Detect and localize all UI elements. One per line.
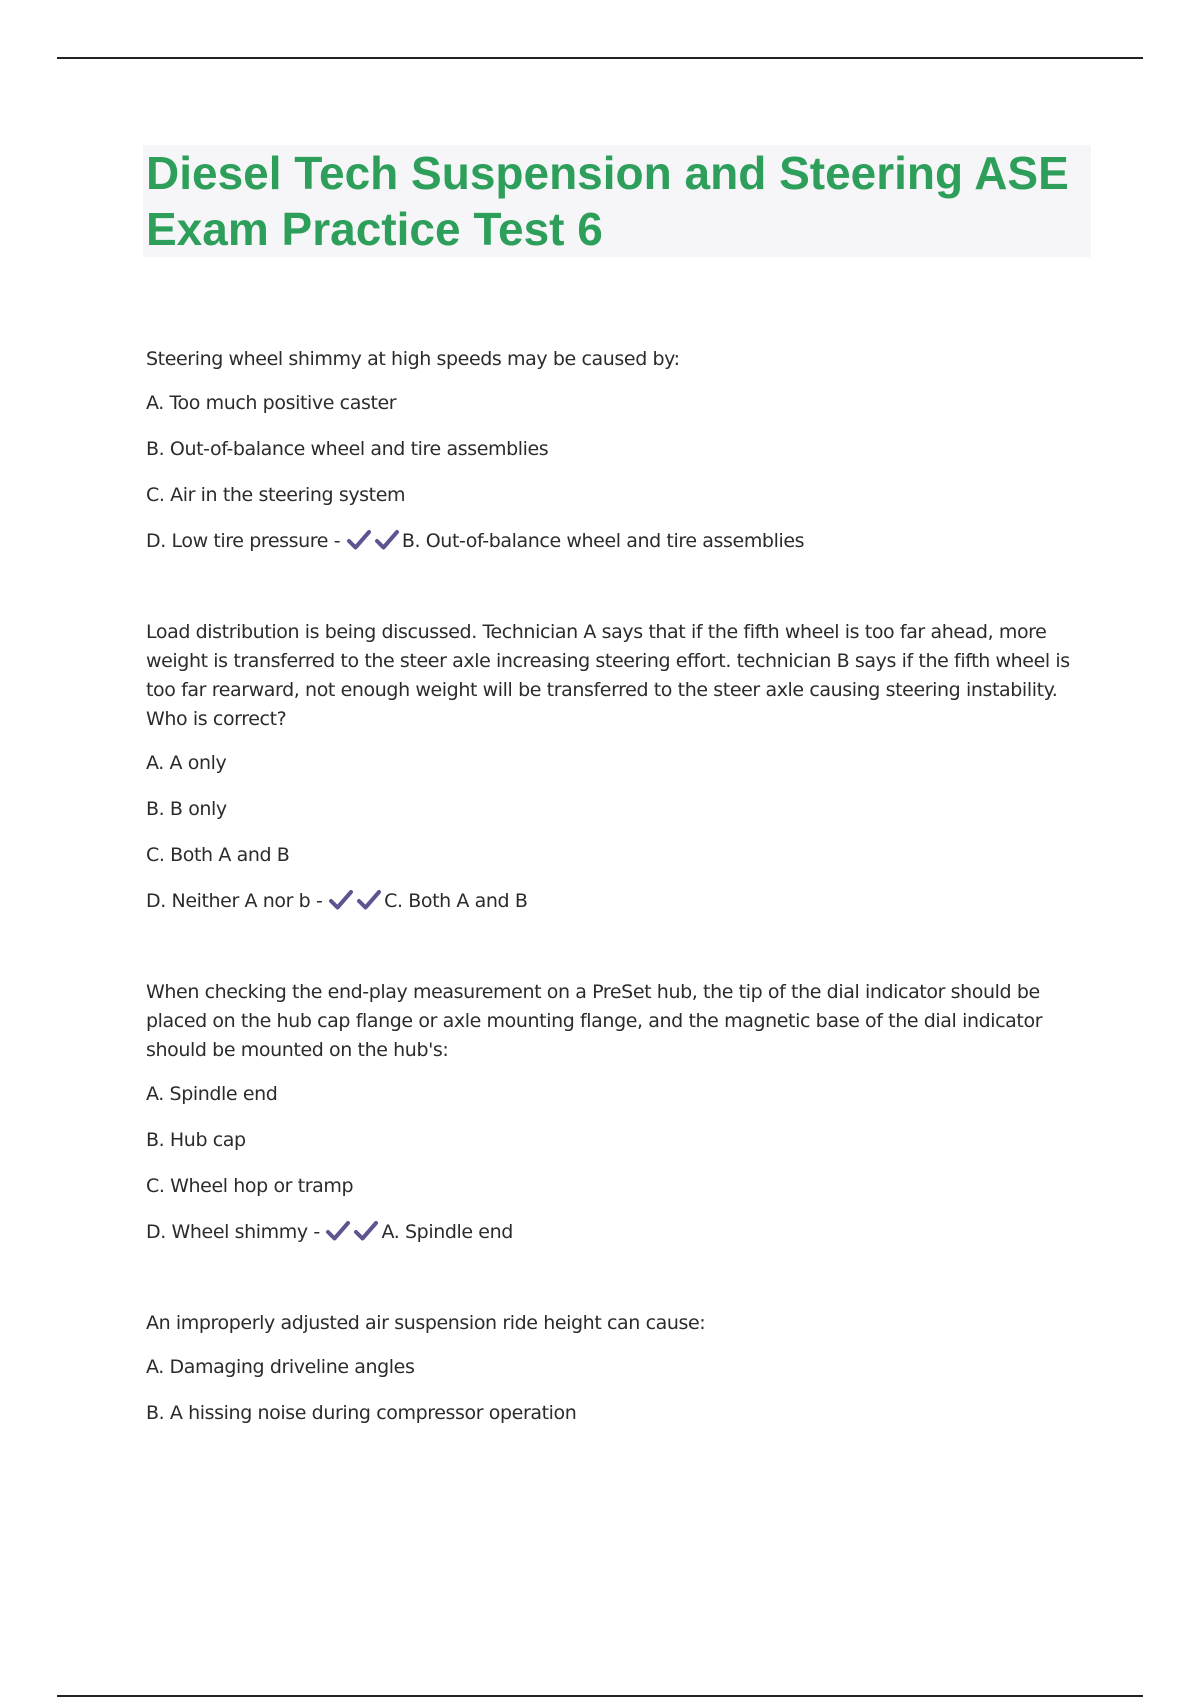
option-c: C. Air in the steering system <box>146 484 406 506</box>
option-a: A. Spindle end <box>146 1083 278 1105</box>
check-icon <box>346 529 372 551</box>
option-b: B. B only <box>146 798 227 820</box>
check-icon <box>353 1220 379 1242</box>
option-d: D. Neither A nor b - <box>146 890 323 912</box>
option-c: C. Wheel hop or tramp <box>146 1175 354 1197</box>
question-item <box>146 1309 1091 1428</box>
option-d-with-answer <box>146 1218 1091 1247</box>
correct-answer: C. Both A and B <box>384 890 528 912</box>
correct-answer: B. Out-of-balance wheel and tire assemblies <box>401 530 805 552</box>
option-b: B. Hub cap <box>146 1129 246 1151</box>
check-icon <box>356 889 382 911</box>
option-d: D. Wheel shimmy - <box>146 1221 320 1243</box>
bottom-rule <box>57 1695 1143 1697</box>
question-item <box>146 618 1091 916</box>
option-d-with-answer <box>146 887 1091 916</box>
option-a: A. Too much positive caster <box>146 392 397 414</box>
document-title: Diesel Tech Suspension and Steering ASE Exam Practice Test 6 <box>146 147 1069 255</box>
check-icon <box>325 1220 351 1242</box>
question-item <box>146 345 1091 556</box>
option-d-with-answer <box>146 527 1091 556</box>
question-text: Load distribution is being discussed. Technician A says that if the fifth wheel is too far ahead, more weight is transferred to the steer axle increasing steering effort. technician B says if the fifth wheel is too far rearward, not enough weight will be transferred to the steer axle causing steering instability. Who is correct? <box>146 621 1070 730</box>
top-rule <box>57 57 1143 59</box>
option-a: A. A only <box>146 752 227 774</box>
option-c: C. Both A and B <box>146 844 290 866</box>
option-b: B. Out-of-balance wheel and tire assemblies <box>146 438 549 460</box>
question-item <box>146 978 1091 1247</box>
correct-answer: A. Spindle end <box>381 1221 513 1243</box>
option-d: D. Low tire pressure - <box>146 530 341 552</box>
option-b: B. A hissing noise during compressor operation <box>146 1402 577 1424</box>
title-banner <box>143 145 1091 257</box>
check-icon <box>328 889 354 911</box>
question-text: An improperly adjusted air suspension ride height can cause: <box>146 1312 706 1334</box>
question-text: When checking the end-play measurement on a PreSet hub, the tip of the dial indicator should be placed on the hub cap flange or axle mounting flange, and the magnetic base of the dial indicator should be mounted on the hub's: <box>146 981 1043 1061</box>
check-icon <box>374 529 400 551</box>
question-text: Steering wheel shimmy at high speeds may be caused by: <box>146 348 680 370</box>
option-a: A. Damaging driveline angles <box>146 1356 415 1378</box>
question-list <box>146 345 1091 1490</box>
